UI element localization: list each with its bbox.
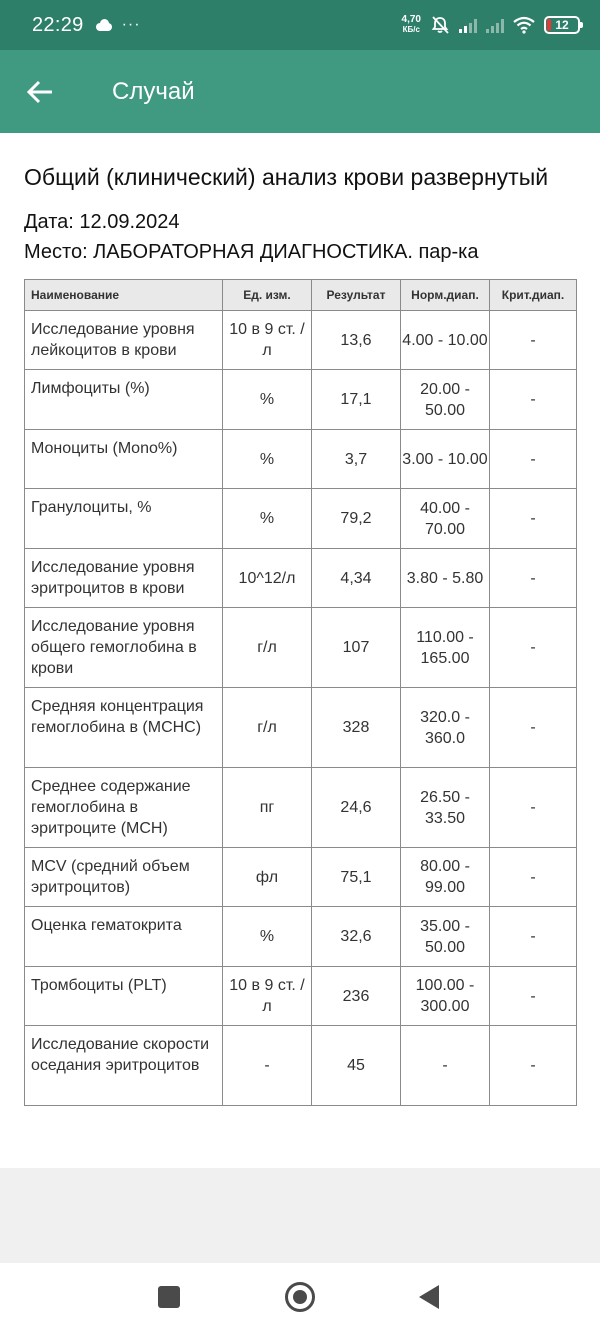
vibrate-off-icon bbox=[430, 15, 450, 35]
table-row bbox=[25, 848, 577, 907]
cell-name: Моноциты (Mono%) bbox=[25, 430, 223, 489]
cell-unit: % bbox=[223, 430, 312, 489]
cell-norm: 3.00 - 10.00 bbox=[401, 430, 490, 489]
more-notifications-icon: ··· bbox=[121, 16, 141, 33]
cell-name: Среднее содержание гемоглобина в эритроците (MCH) bbox=[25, 768, 223, 848]
table-row bbox=[25, 608, 577, 688]
table-row bbox=[25, 549, 577, 608]
cell-result: 4,34 bbox=[312, 549, 401, 608]
cell-result: 13,6 bbox=[312, 311, 401, 370]
cell-unit: пг bbox=[223, 768, 312, 848]
network-speed-value: 4,70 bbox=[401, 14, 421, 25]
cell-unit: - bbox=[223, 1026, 312, 1106]
cell-norm: - bbox=[401, 1026, 490, 1106]
cell-name: Исследование скорости оседания эритроцитов bbox=[25, 1026, 223, 1106]
cell-crit: - bbox=[490, 549, 577, 608]
cell-crit: - bbox=[490, 430, 577, 489]
battery-icon bbox=[544, 16, 580, 34]
cell-norm: 40.00 - 70.00 bbox=[401, 489, 490, 549]
cell-norm: 3.80 - 5.80 bbox=[401, 549, 490, 608]
table-row bbox=[25, 311, 577, 370]
status-bar bbox=[0, 0, 600, 50]
cell-result: 79,2 bbox=[312, 489, 401, 549]
table-row bbox=[25, 1026, 577, 1106]
cell-result: 24,6 bbox=[312, 768, 401, 848]
document-title: Общий (клинический) анализ крови развернутый bbox=[24, 164, 549, 190]
results-table bbox=[24, 279, 577, 1106]
table-row bbox=[25, 688, 577, 768]
cell-crit: - bbox=[490, 1026, 577, 1106]
cell-name: Тромбоциты (PLT) bbox=[25, 967, 223, 1026]
document-place: Место: ЛАБОРАТОРНАЯ ДИАГНОСТИКА. пар-ка bbox=[24, 241, 479, 263]
recent-apps-button[interactable] bbox=[158, 1286, 180, 1308]
header-name: Наименование bbox=[25, 280, 223, 311]
cell-crit: - bbox=[490, 489, 577, 549]
cell-name: Исследование уровня лейкоцитов в крови bbox=[25, 311, 223, 370]
table-row bbox=[25, 967, 577, 1026]
signal-sim2-icon bbox=[486, 17, 504, 33]
cell-unit: 10 в 9 ст. / л bbox=[223, 967, 312, 1026]
table-row bbox=[25, 907, 577, 967]
cell-result: 17,1 bbox=[312, 370, 401, 430]
cell-result: 45 bbox=[312, 1026, 401, 1106]
cell-name: Исследование уровня общего гемоглобина в крови bbox=[25, 608, 223, 688]
header-unit: Ед. изм. bbox=[223, 280, 312, 311]
table-header-row bbox=[25, 280, 577, 311]
cell-norm: 320.0 - 360.0 bbox=[401, 688, 490, 768]
table-row bbox=[25, 370, 577, 430]
cell-name: MCV (средний объем эритроцитов) bbox=[25, 848, 223, 907]
cell-crit: - bbox=[490, 768, 577, 848]
table-row bbox=[25, 430, 577, 489]
table-row bbox=[25, 768, 577, 848]
cell-name: Лимфоциты (%) bbox=[25, 370, 223, 430]
cell-name: Средняя концентрация гемоглобина в (MCHC) bbox=[25, 688, 223, 768]
cell-result: 32,6 bbox=[312, 907, 401, 967]
cell-unit: г/л bbox=[223, 688, 312, 768]
cell-unit: 10 в 9 ст. / л bbox=[223, 311, 312, 370]
home-button[interactable] bbox=[285, 1282, 315, 1312]
back-button[interactable] bbox=[0, 50, 80, 133]
cell-name: Гранулоциты, % bbox=[25, 489, 223, 549]
cell-unit: % bbox=[223, 489, 312, 549]
cell-unit: % bbox=[223, 370, 312, 430]
cell-result: 75,1 bbox=[312, 848, 401, 907]
arrow-left-icon bbox=[26, 79, 54, 105]
page-title: Случай bbox=[112, 77, 195, 105]
content-area bbox=[0, 133, 600, 1168]
cell-norm: 26.50 - 33.50 bbox=[401, 768, 490, 848]
cell-norm: 35.00 - 50.00 bbox=[401, 907, 490, 967]
cell-norm: 80.00 - 99.00 bbox=[401, 848, 490, 907]
header-crit: Крит.диап. bbox=[490, 280, 577, 311]
network-speed-unit: КБ/с bbox=[402, 25, 420, 34]
cell-norm: 110.00 - 165.00 bbox=[401, 608, 490, 688]
cell-name: Исследование уровня эритроцитов в крови bbox=[25, 549, 223, 608]
cell-result: 107 bbox=[312, 608, 401, 688]
cell-crit: - bbox=[490, 907, 577, 967]
cell-crit: - bbox=[490, 967, 577, 1026]
status-time: 22:29 bbox=[32, 13, 84, 36]
cell-crit: - bbox=[490, 688, 577, 768]
cell-result: 328 bbox=[312, 688, 401, 768]
cell-unit: 10^12/л bbox=[223, 549, 312, 608]
cell-name: Оценка гематокрита bbox=[25, 907, 223, 967]
cell-crit: - bbox=[490, 370, 577, 430]
table-row bbox=[25, 489, 577, 549]
signal-sim1-icon bbox=[459, 17, 477, 33]
cell-result: 236 bbox=[312, 967, 401, 1026]
document-meta bbox=[24, 207, 576, 267]
cell-norm: 100.00 - 300.00 bbox=[401, 967, 490, 1026]
cell-crit: - bbox=[490, 608, 577, 688]
cell-result: 3,7 bbox=[312, 430, 401, 489]
system-back-button[interactable] bbox=[419, 1285, 439, 1309]
cloud-icon bbox=[94, 19, 114, 31]
network-speed bbox=[402, 15, 421, 35]
document-date: Дата: 12.09.2024 bbox=[24, 211, 180, 233]
cell-norm: 20.00 - 50.00 bbox=[401, 370, 490, 430]
wifi-icon bbox=[513, 16, 535, 34]
status-indicators bbox=[402, 15, 580, 35]
cell-crit: - bbox=[490, 848, 577, 907]
cell-crit: - bbox=[490, 311, 577, 370]
battery-level: 12 bbox=[555, 18, 569, 32]
cell-unit: фл bbox=[223, 848, 312, 907]
header-result: Результат bbox=[312, 280, 401, 311]
system-nav-bar bbox=[0, 1263, 600, 1333]
cell-unit: % bbox=[223, 907, 312, 967]
app-bar bbox=[0, 50, 600, 133]
cell-unit: г/л bbox=[223, 608, 312, 688]
cell-norm: 4.00 - 10.00 bbox=[401, 311, 490, 370]
header-norm: Норм.диап. bbox=[401, 280, 490, 311]
